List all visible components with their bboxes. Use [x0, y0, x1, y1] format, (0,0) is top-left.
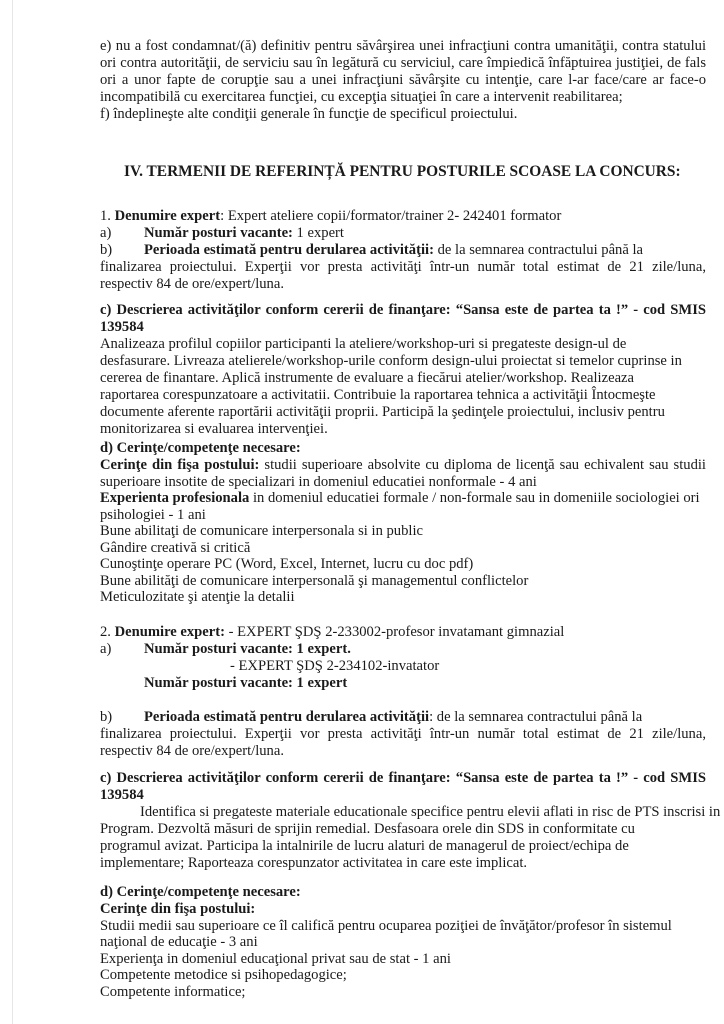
item-marker: a) [100, 641, 112, 657]
requirement-item: Competente metodice si psihopedagogice; [100, 967, 347, 983]
post-2-name-line [100, 624, 564, 640]
period-value: de la semnarea contractului până la [433, 242, 644, 258]
activities-line: Identifica si pregateste materiale educationale specifice pentru elevii aflati in risc de PTS inscrisi in [140, 804, 721, 820]
competence-item: Cunoştinţe operare PC (Word, Excel, Internet, lucru cu doc pdf) [100, 556, 474, 572]
requirements-heading: d) Cerinţe/competenţe necesare: [100, 440, 301, 456]
condition-f-line: f) îndeplineşte alte condiţii generale în funcţie de specificul proiectului. [100, 106, 518, 122]
post-number: 2. [100, 624, 111, 640]
requirements-heading: d) Cerinţe/competenţe necesare: [100, 884, 301, 900]
competence-item: Meticulozitate şi atenţie la detalii [100, 589, 295, 605]
vacancies-value: : 1 expert. [288, 641, 351, 657]
activities-line: desfasurare. Livreaza atelierele/workshop-urile conform design-ului proiectat si temelor cuprinse in [100, 353, 682, 369]
activities-heading-code: 139584 [100, 319, 144, 335]
vacancies-value: 1 expert [292, 225, 344, 241]
competence-item: Bune abilitaţi de comunicare interpersonala si in public [100, 523, 423, 539]
requirement-item: Experienţa in domeniul educaţional privat sau de stat - 1 ani [100, 951, 451, 967]
experience-line [100, 490, 700, 506]
activities-line: cererea de finantare. Aplică instrumente de evaluare a fiecărui atelier/workshop. Realizeaza [100, 370, 634, 386]
period-text-line: respectiv 84 de ore/expert/luna. [100, 276, 284, 292]
period-text-line: finalizarea proiectului. Experţii vor presta activităţi într-un număr total estimat de 21 zile/luna, [100, 259, 706, 275]
name-value: - EXPERT ŞDŞ 2-233002-profesor invatamant gimnazial [224, 624, 565, 640]
requirement-item: Competente informatice; [100, 984, 246, 1000]
competence-item: Gândire creativă si critică [100, 540, 251, 556]
activities-line: documente aferente raportării activităţii proprii. Participă la şedinţele proiectului, inclusiv pentru [100, 404, 665, 420]
period-text-line: respectiv 84 de ore/expert/luna. [100, 743, 284, 759]
period-value: : de la semnarea contractului până la [429, 709, 643, 725]
condition-e-line: incompatibilă cu exercitarea funcţiei, cu excepţia situaţiei în care a intervenit reabilitarea; [100, 89, 623, 105]
condition-e-line: ori contra autorităţii, de serviciu sau în legătură cu serviciul, care împiedică înfăptuirea justiţiei, de fals [100, 55, 706, 71]
experience-value: in domeniul educatiei formale / non-formale sau in domeniile sociologiei ori [249, 490, 700, 506]
item-marker: b) [100, 242, 113, 258]
vacancies-label: Număr posturi vacante: [144, 225, 293, 241]
experience-line: psihologiei - 1 ani [100, 507, 206, 523]
experience-label: Experienta profesionala [100, 490, 250, 506]
vacancies-label: Număr posturi vacante [144, 641, 289, 657]
condition-e-line: e) nu a fost condamnat/(ă) definitiv pentru săvârşirea unei infracţiuni contra umanităţii, contra statului [100, 38, 706, 54]
activities-heading: c) Descrierea activităţilor conform cererii de finanţare: “Sansa este de partea ta !” - cod SMIS [100, 302, 706, 318]
condition-e-line: ori a unor fapte de corupţie sau a unei infracţiuni săvârşite cu intenţie, care l-ar face/care ar face-o [100, 72, 706, 88]
period-label: Perioada estimată pentru derularea activităţii: [144, 242, 434, 258]
period-label: Perioada estimată pentru derularea activităţii [144, 709, 430, 725]
name-label: Denumire expert [114, 208, 221, 224]
requirement-item: Studii medii sau superioare ce îl califică pentru ocuparea poziţiei de învăţător/profesor în sistemul [100, 918, 672, 934]
post-1-name-line [100, 208, 561, 224]
post-1-vacancies [100, 225, 344, 241]
period-text-line: finalizarea proiectului. Experţii vor presta activităţi într-un număr total estimat de 21 zile/luna, [100, 726, 706, 742]
post-2-vacancies [100, 641, 351, 657]
item-marker: b) [100, 709, 113, 725]
requirements-label: Cerinţe din fişa postului: [100, 457, 260, 473]
page-edge-shadow [12, 0, 13, 1024]
requirements-line: superioare insotite de specializari in domeniul educatiei nonformale - 4 ani [100, 474, 537, 490]
activities-line: raportarea corespunzatoare a activitatii. Contribuie la raportarea tehnica a activităţii Întocmeşte [100, 387, 656, 403]
activities-line: implementare; Raporteaza corespunzator activitatea in care este implicat. [100, 855, 528, 871]
requirements-value: studii superioare absolvite cu diploma de licenţă sau echivalent sau studii [259, 457, 706, 473]
post-number: 1. [100, 208, 111, 224]
post-2-sub-expert: - EXPERT ŞDŞ 2-234102-invatator [230, 658, 440, 674]
activities-line: monitorizarea si evaluarea intervenţiei. [100, 421, 328, 437]
competence-item: Bune abilităţi de comunicare interpersonală şi managementul conflictelor [100, 573, 529, 589]
section-heading: IV. TERMENII DE REFERINȚĂ PENTRU POSTURILE SCOASE LA CONCURS: [124, 163, 681, 180]
name-value: : Expert ateliere copii/formator/trainer 2- 242401 formator [220, 208, 562, 224]
activities-heading: c) Descrierea activităţilor conform cererii de finanţare: “Sansa este de partea ta !” - cod SMIS [100, 770, 706, 786]
post-1-period [100, 242, 643, 258]
requirements-line [100, 457, 706, 473]
activities-line: Analizeaza profilul copiilor participanti la ateliere/workshop-uri si pregateste design-ul de [100, 336, 627, 352]
requirements-label: Cerinţe din fişa postului: [100, 901, 256, 917]
name-label: Denumire expert: [114, 624, 225, 640]
activities-heading-code: 139584 [100, 787, 144, 803]
item-marker: a) [100, 225, 112, 241]
post-2-period [100, 709, 642, 725]
activities-line: programul avizat. Participa la intalnirile de lucru alaturi de managerul de proiect/echipa de [100, 838, 629, 854]
requirement-item: naţional de educaţie - 3 ani [100, 934, 258, 950]
post-2-vacancies-2: Număr posturi vacante: 1 expert [144, 675, 348, 691]
activities-line: Program. Dezvoltă măsuri de sprijin remedial. Desfasoara orele din SDS in conformitate cu [100, 821, 635, 837]
